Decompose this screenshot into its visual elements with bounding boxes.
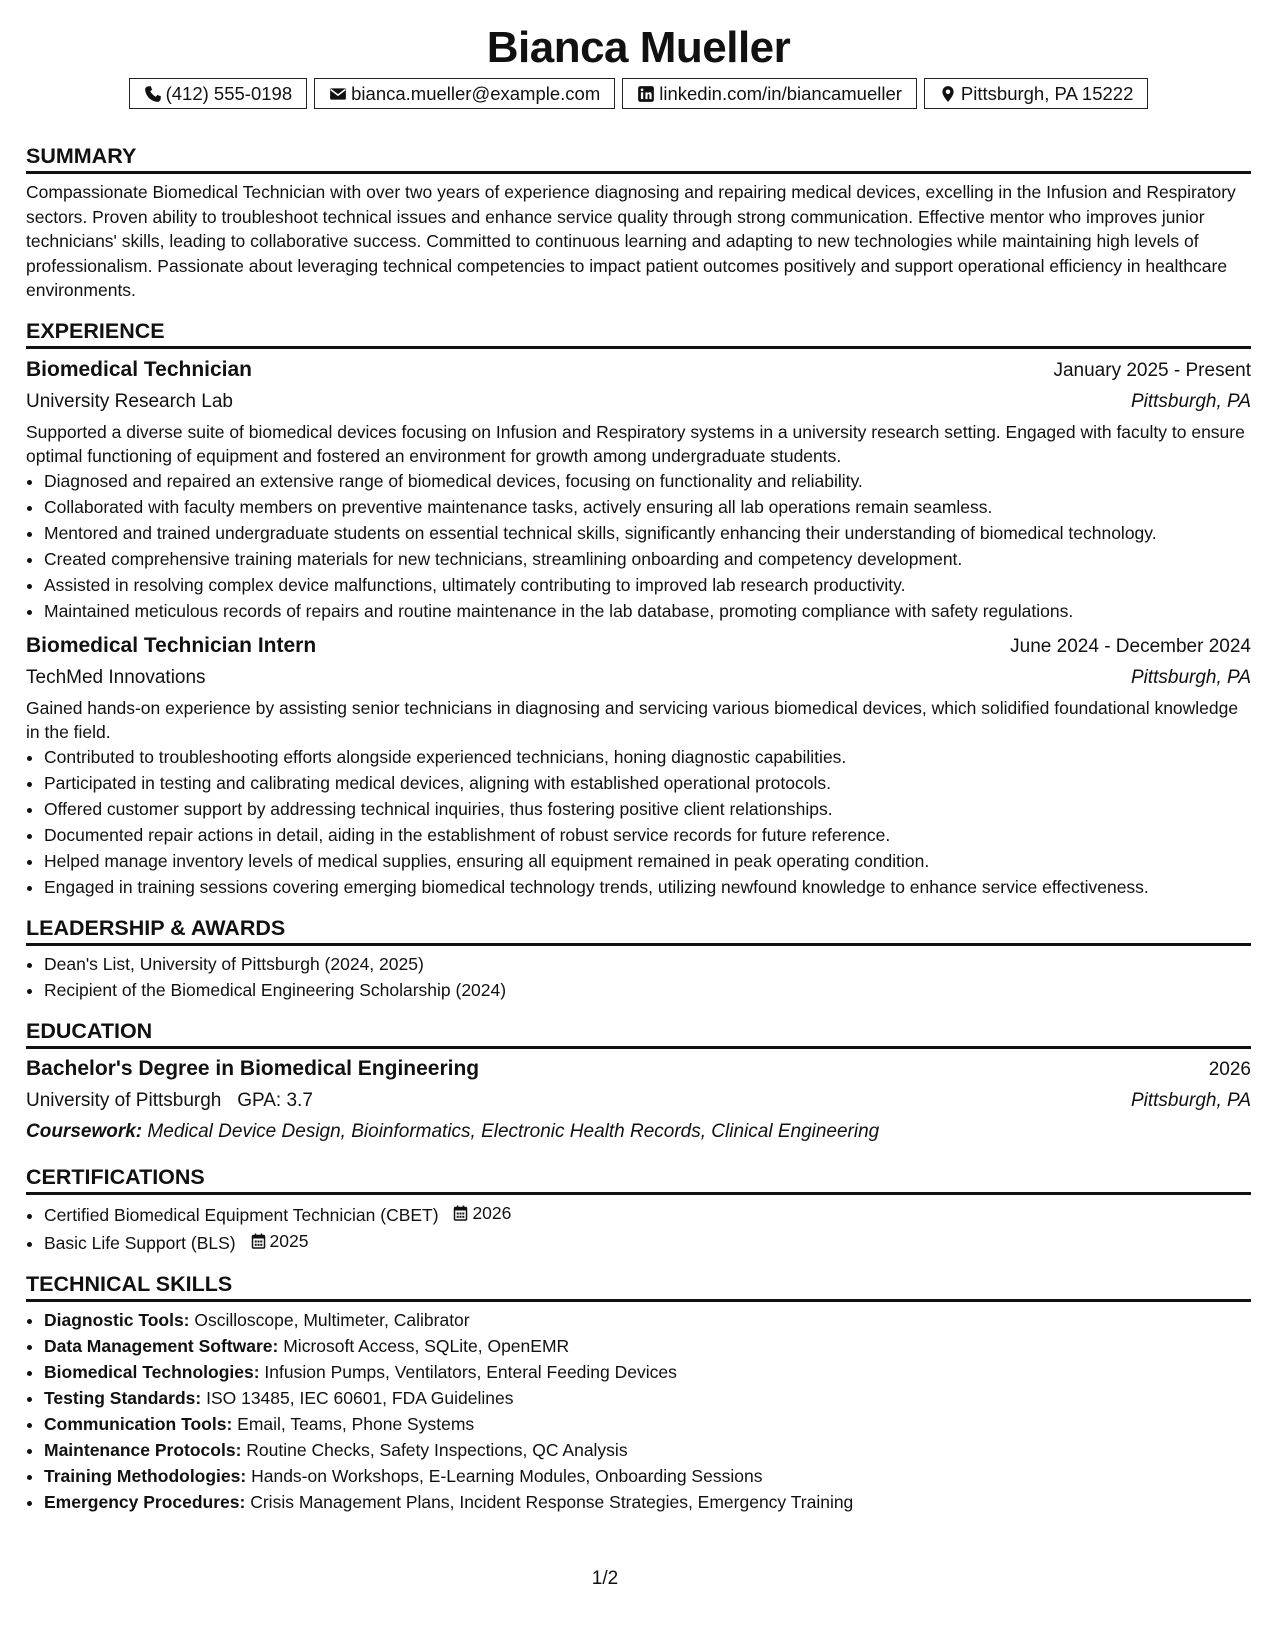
envelope-icon — [329, 85, 347, 103]
cert-year: 2025 — [269, 1230, 309, 1251]
contact-email[interactable] — [314, 78, 615, 109]
linkedin-icon — [637, 85, 655, 103]
coursework — [26, 1116, 1251, 1147]
skill-label: Diagnostic Tools: — [44, 1309, 190, 1330]
resume-page — [26, 22, 1251, 1515]
experience-section — [26, 317, 1251, 900]
calendar-icon — [453, 1205, 468, 1221]
list-item: • Dean's List, University of Pittsburgh (2024, 2025) — [44, 951, 1251, 977]
skill-value: Crisis Management Plans, Incident Response Strategies, Emergency Training — [250, 1491, 854, 1512]
job-location: Pittsburgh, PA — [1130, 666, 1251, 688]
list-item: • Maintained meticulous records of repairs and routine maintenance in the lab database, promoting compliance with safety regulations. — [44, 598, 1251, 624]
school-name: University of Pittsburgh — [26, 1089, 222, 1111]
list-item — [44, 1333, 1251, 1359]
cert-name: Certified Biomedical Equipment Technician (CBET) — [44, 1204, 439, 1225]
skill-label: Biomedical Technologies: — [44, 1361, 260, 1382]
job-description: Gained hands-on experience by assisting senior technicians in diagnosing and servicing various biomedical devices, which solidified foundational knowledge in the field. — [26, 697, 1239, 742]
skill-value: ISO 13485, IEC 60601, FDA Guidelines — [206, 1387, 514, 1408]
list-item — [44, 1437, 1251, 1463]
phone-icon — [144, 85, 162, 103]
summary-text: Compassionate Biomedical Technician with over two years of experience diagnosing and repairing medical devices, excelling in the Infusion and Respiratory sectors. Proven ability to troubleshoot technical issues and enhance service quality through strong communication. Effective mentor who improves junior technicians' skills, leading to collaborative success. Committed to continuous learning and adapting to new technologies while maintaining high levels of professionalism. Passionate about leveraging technical competencies to impact patient outcomes positively and support operational efficiency in healthcare environments. — [26, 182, 1236, 300]
skill-value: Routine Checks, Safety Inspections, QC Analysis — [246, 1439, 628, 1460]
coursework-list: Medical Device Design, Bioinformatics, Electronic Health Records, Clinical Engineering — [147, 1120, 880, 1142]
job-entry — [26, 630, 1251, 900]
section-title-education: EDUCATION — [26, 1017, 1251, 1049]
location-text: Pittsburgh, PA 15222 — [960, 82, 1134, 104]
list-item — [44, 1489, 1251, 1515]
contact-linkedin[interactable] — [622, 78, 917, 109]
list-item: • Assisted in resolving complex device malfunctions, ultimately contributing to improved lab research productivity. — [44, 572, 1251, 598]
list-item: • Documented repair actions in detail, aiding in the establishment of robust service records for future reference. — [44, 822, 1251, 848]
job-title: Biomedical Technician Intern — [26, 633, 317, 657]
list-item: • Mentored and trained undergraduate students on essential technical skills, significantly enhancing their understanding of biomedical technology. — [44, 520, 1251, 546]
skill-value: Hands-on Workshops, E-Learning Modules, Onboarding Sessions — [251, 1465, 763, 1486]
job-title: Biomedical Technician — [26, 357, 253, 381]
list-item — [44, 1228, 1251, 1256]
list-item — [44, 1463, 1251, 1489]
page-number: 1/2 — [591, 1568, 619, 1589]
list-item — [44, 1307, 1251, 1333]
contact-location[interactable] — [924, 78, 1148, 109]
skill-label: Testing Standards: — [44, 1387, 202, 1408]
list-item — [44, 1411, 1251, 1437]
skill-value: Microsoft Access, SQLite, OpenEMR — [283, 1335, 570, 1356]
list-item: • Contributed to troubleshooting efforts alongside experienced technicians, honing diagnostic capabilities. — [44, 744, 1251, 770]
section-title-leadership: LEADERSHIP & AWARDS — [26, 914, 1251, 946]
job-location: Pittsburgh, PA — [1130, 390, 1251, 412]
skill-label: Training Methodologies: — [44, 1465, 247, 1486]
section-title-summary: SUMMARY — [26, 142, 1251, 174]
summary-section — [26, 142, 1251, 303]
graduation-year: 2026 — [1208, 1058, 1251, 1080]
gpa: GPA: 3.7 — [237, 1089, 313, 1111]
certifications-list — [26, 1200, 1251, 1256]
list-item: • Created comprehensive training materials for new technicians, streamlining onboarding and competency development. — [44, 546, 1251, 572]
list-item: • Engaged in training sessions covering emerging biomedical technology trends, utilizing newfound knowledge to enhance service effectiveness. — [44, 874, 1251, 900]
school-location: Pittsburgh, PA — [1130, 1089, 1251, 1111]
job-dates: January 2025 - Present — [1053, 359, 1251, 381]
certifications-section — [26, 1163, 1251, 1256]
list-item — [44, 1200, 1251, 1228]
contact-bar — [26, 78, 1251, 109]
section-title-certifications: CERTIFICATIONS — [26, 1163, 1251, 1195]
skill-label: Maintenance Protocols: — [44, 1439, 242, 1460]
leadership-section — [26, 914, 1251, 1003]
calendar-icon — [251, 1233, 266, 1249]
section-title-skills: TECHNICAL SKILLS — [26, 1270, 1251, 1302]
job-description: Supported a diverse suite of biomedical devices focusing on Infusion and Respiratory systems in a university research setting. Engaged with faculty to ensure optimal functioning of equipment and fostered an environment for growth among undergraduate students. — [26, 421, 1245, 466]
list-item — [44, 1385, 1251, 1411]
job-dates: June 2024 - December 2024 — [1010, 635, 1251, 657]
list-item: • Offered customer support by addressing technical inquiries, thus fostering positive client relationships. — [44, 796, 1251, 822]
job-entry — [26, 354, 1251, 624]
skill-value: Email, Teams, Phone Systems — [237, 1413, 475, 1434]
skill-value: Infusion Pumps, Ventilators, Enteral Feeding Devices — [264, 1361, 677, 1382]
skill-label: Emergency Procedures: — [44, 1491, 246, 1512]
skills-section — [26, 1270, 1251, 1515]
job-organization: TechMed Innovations — [26, 666, 206, 688]
skills-list — [26, 1307, 1251, 1515]
skill-value: Oscilloscope, Multimeter, Calibrator — [194, 1309, 470, 1330]
skill-label: Data Management Software: — [44, 1335, 279, 1356]
list-item: • Collaborated with faculty members on preventive maintenance tasks, actively ensuring all lab operations remain seamless. — [44, 494, 1251, 520]
job-bullets — [26, 744, 1251, 900]
job-organization: University Research Lab — [26, 390, 233, 412]
section-title-experience: EXPERIENCE — [26, 317, 1251, 349]
degree-title: Bachelor's Degree in Biomedical Engineering — [26, 1056, 480, 1080]
contact-phone[interactable] — [129, 78, 308, 109]
list-item — [44, 1359, 1251, 1385]
cert-name: Basic Life Support (BLS) — [44, 1232, 236, 1253]
job-bullets — [26, 468, 1251, 624]
list-item: • Diagnosed and repaired an extensive range of biomedical devices, focusing on functionality and reliability. — [44, 468, 1251, 494]
phone-text: (412) 555-0198 — [165, 82, 293, 104]
education-section — [26, 1017, 1251, 1147]
skill-label: Communication Tools: — [44, 1413, 233, 1434]
leadership-list — [26, 951, 1251, 1003]
linkedin-text: linkedin.com/in/biancamueller — [659, 82, 902, 104]
email-text: bianca.mueller@example.com — [351, 82, 601, 104]
candidate-name: Bianca Mueller — [486, 23, 791, 72]
list-item: • Helped manage inventory levels of medical supplies, ensuring all equipment remained in peak operating condition. — [44, 848, 1251, 874]
coursework-label: Coursework: — [26, 1120, 143, 1142]
list-item: • Participated in testing and calibrating medical devices, aligning with established operational protocols. — [44, 770, 1251, 796]
map-pin-icon — [939, 85, 957, 103]
list-item: • Recipient of the Biomedical Engineering Scholarship (2024) — [44, 977, 1251, 1003]
cert-year: 2026 — [472, 1202, 512, 1223]
